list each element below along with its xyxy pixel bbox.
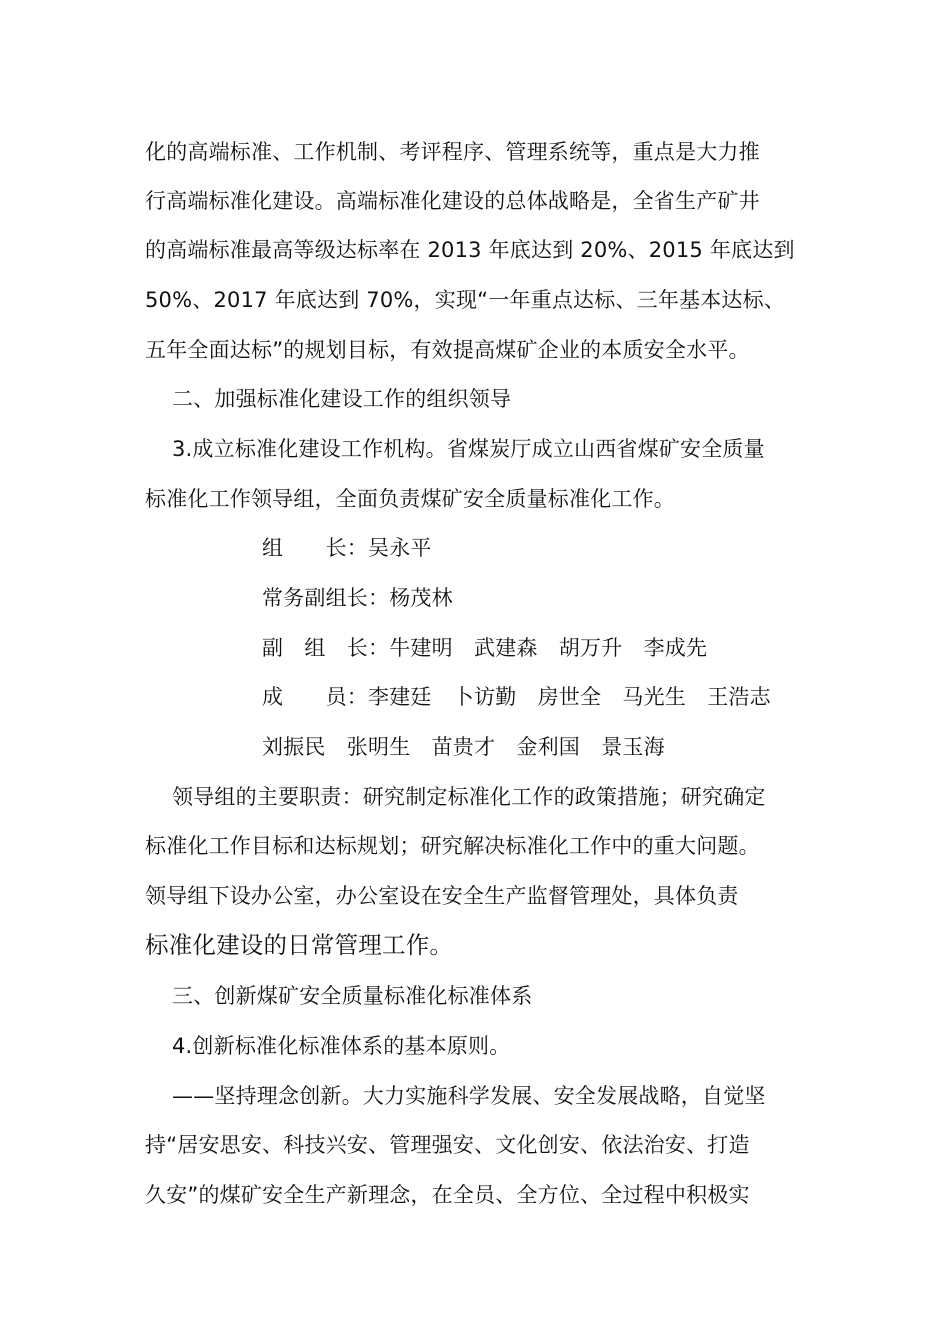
body-text-line: 3.成立标准化建设工作机构。省煤炭厅成立山西省煤矿安全质量: [172, 437, 765, 461]
body-text-line: 领导组的主要职责：研究制定标准化工作的政策措施；研究确定: [172, 785, 766, 809]
body-text-line: 行高端标准化建设。高端标准化建设的总体战略是，全省生产矿井: [145, 189, 760, 213]
member-list-line: 副 组 长：牛建明 武建森 胡万升 李成先: [262, 636, 708, 660]
body-text-line: 标准化建设的日常管理工作。: [145, 931, 454, 959]
subsection-heading: 4.创新标准化标准体系的基本原则。: [172, 1034, 511, 1058]
body-text-line: 标准化工作目标和达标规划；研究解决标准化工作中的重大问题。: [145, 834, 760, 858]
member-list-line: 组 长：吴永平: [262, 536, 432, 560]
body-text-line: 持“居安思安、科技兴安、管理强安、文化创安、依法治安、打造: [145, 1133, 750, 1157]
member-list-line: 成 员：李建廷 卜访勤 房世全 马光生 王浩志: [262, 685, 771, 709]
member-list-line: 常务副组长：杨茂林: [262, 586, 453, 610]
body-text-line: ——坚持理念创新。大力实施科学发展、安全发展战略，自觉坚: [172, 1084, 766, 1108]
body-text-line: 化的高端标准、工作机制、考评程序、管理系统等，重点是大力推: [145, 140, 760, 164]
body-text-line: 50%、2017 年底达到 70%，实现“一年重点达标、三年基本达标、: [145, 288, 786, 312]
section-heading: 二、加强标准化建设工作的组织领导: [172, 387, 512, 411]
section-heading: 三、创新煤矿安全质量标准化标准体系: [172, 984, 533, 1008]
body-text-line: 标准化工作领导组，全面负责煤矿安全质量标准化工作。: [145, 487, 675, 511]
body-text-line: 久安”的煤矿安全生产新理念，在全员、全方位、全过程中积极实: [145, 1183, 750, 1207]
body-text-line: 的高端标准最高等级达标率在 2013 年底达到 20%、2015 年底达到: [145, 238, 795, 262]
body-text-line: 五年全面达标”的规划目标，有效提高煤矿企业的本质安全水平。: [145, 338, 750, 362]
member-list-line: 刘振民 张明生 苗贵才 金利国 景玉海: [262, 735, 665, 759]
body-text-line: 领导组下设办公室，办公室设在安全生产监督管理处，具体负责: [145, 884, 739, 908]
